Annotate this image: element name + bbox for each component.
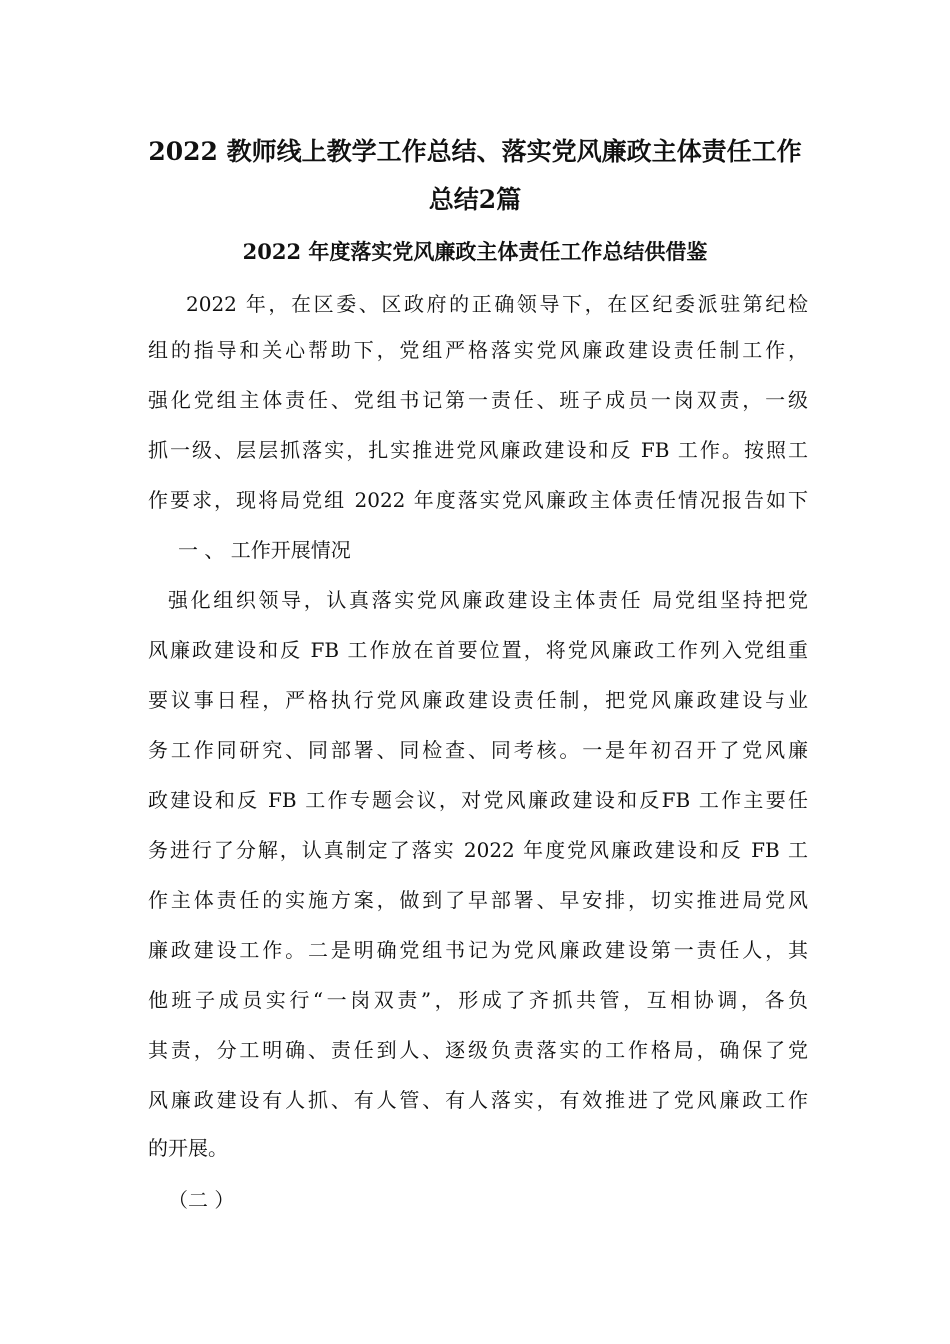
- paragraph-2-line-5: 政建设和反 FB 工作专题会议，对党风廉政建设和反FB 工作主要任: [148, 788, 808, 812]
- paragraph-1-line-2: 组的指导和关心帮助下，党组严格落实党风廉政建设责任制工作，: [148, 338, 808, 362]
- document-title-line-2: 总结2篇: [428, 185, 522, 214]
- paragraph-2-line-2: 风廉政建设和反 FB 工作放在首要位置，将党风廉政工作列入党组重: [148, 638, 808, 662]
- document-title-line-1: 2022 教师线上教学工作总结、落实党风廉政主体责任工作: [148, 137, 802, 166]
- paragraph-2-line-4: 务工作同研究、同部署、同检查、同考核。一是年初召开了党风廉: [148, 738, 808, 762]
- paragraph-1-line-1: 2022 年，在区委、区政府的正确领导下，在区纪委派驻第纪检: [186, 292, 808, 316]
- paragraph-2-line-7: 作主体责任的实施方案，做到了早部署、早安排，切实推进局党风: [148, 888, 808, 912]
- paragraph-2-line-3: 要议事日程，严格执行党风廉政建设责任制，把党风廉政建设与业: [148, 688, 808, 712]
- paragraph-2-line-11: 风廉政建设有人抓、有人管、有人落实，有效推进了党风廉政工作: [148, 1088, 808, 1112]
- paragraph-2-line-8: 廉政建设工作。二是明确党组书记为党风廉政建设第一责任人，其: [148, 938, 808, 962]
- paragraph-2-line-12: 的开展。: [148, 1136, 228, 1160]
- document-subtitle: 2022 年度落实党风廉政主体责任工作总结供借鉴: [242, 239, 708, 264]
- paragraph-2-line-10: 其责，分工明确、责任到人、逐级负责落实的工作格局，确保了党: [148, 1038, 808, 1062]
- paragraph-1-line-4: 抓一级、层层抓落实，扎实推进党风廉政建设和反 FB 工作。按照工: [148, 438, 808, 462]
- paragraph-2-line-9: 他班子成员实行“一岗双责”，形成了齐抓共管，互相协调，各负: [148, 988, 808, 1012]
- paragraph-1-line-3: 强化党组主体责任、党组书记第一责任、班子成员一岗双责，一级: [148, 388, 808, 412]
- paragraph-2-line-1: 强化组织领导，认真落实党风廉政建设主体责任 局党组坚持把党: [168, 588, 808, 612]
- paragraph-1-line-5: 作要求，现将局党组 2022 年度落实党风廉政主体责任情况报告如下: [148, 488, 808, 512]
- section-1-heading: 一 、 工作开展情况: [178, 538, 351, 562]
- section-2-heading: （二 ）: [168, 1188, 235, 1212]
- paragraph-2-line-6: 务进行了分解，认真制定了落实 2022 年度党风廉政建设和反 FB 工: [148, 838, 808, 862]
